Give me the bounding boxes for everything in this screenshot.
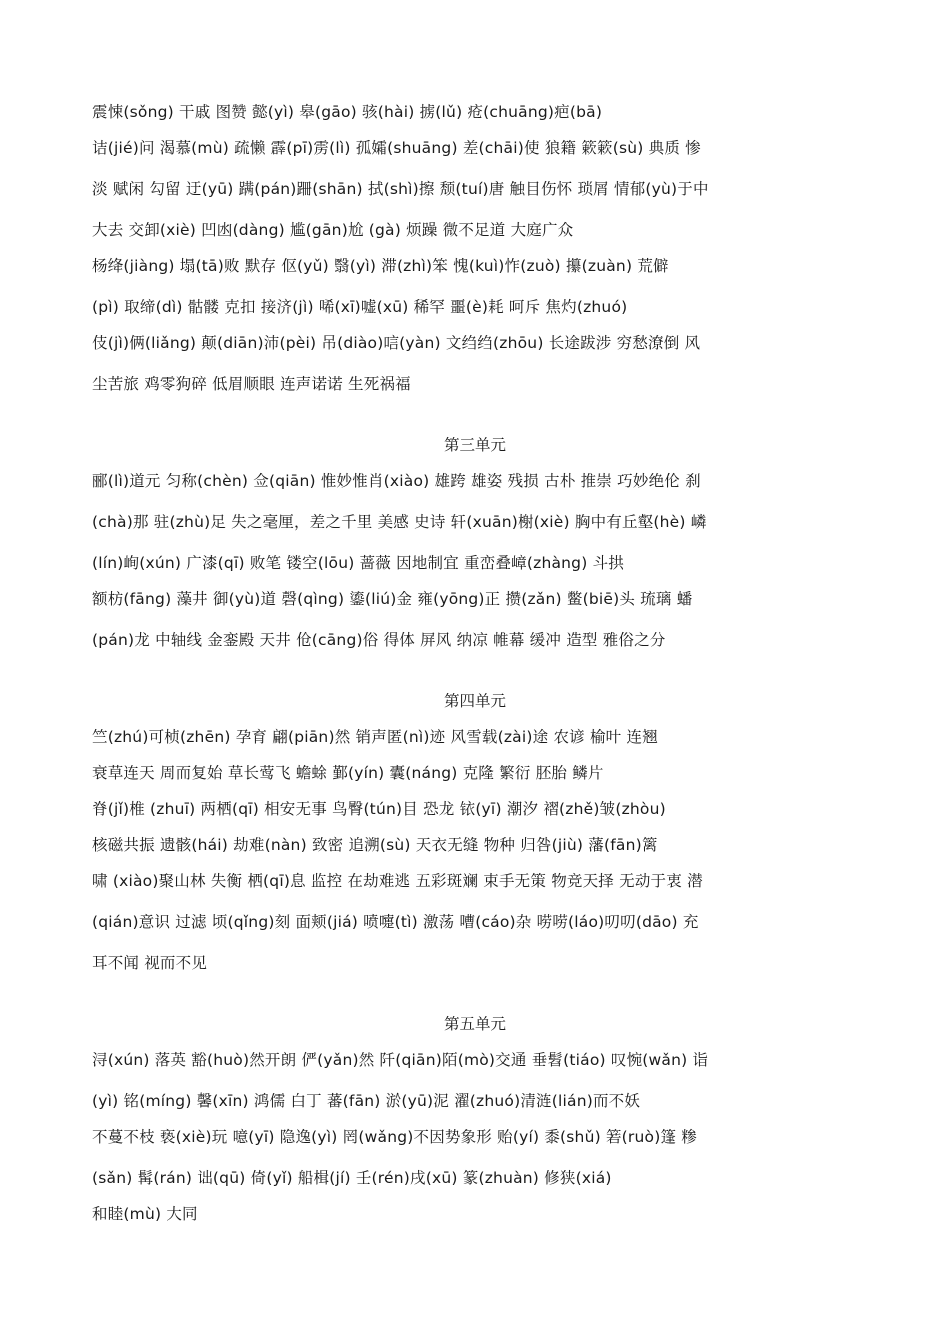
unit4-line: 啸 (xiào)聚山林 失衡 栖(qī)息 监控 在劫难逃 五彩斑斓 束手无策 物竞天择 无动于衷 潜 <box>92 872 703 890</box>
unit3-line: 郦(lì)道元 匀称(chèn) 佥(qiān) 惟妙惟肖(xiào) 雄跨 雄姿 残损 古朴 推崇 巧妙绝伦 刹 <box>92 472 701 490</box>
unit4-line: 脊(jǐ)椎 (zhuī) 两栖(qī) 相安无事 鸟臀(tún)目 恐龙 铱(yī) 潮汐 褶(zhě)皱(zhòu) <box>92 800 666 818</box>
unit3-line: (chà)那 驻(zhù)足 失之毫厘，差之千里 美感 史诗 轩(xuān)榭(xiè) 胸中有丘壑(hè) 嶙 <box>92 513 707 531</box>
unit4-line: 耳不闻 视而不见 <box>92 954 208 972</box>
unit4-line: 核磁共振 遗骸(hái) 劫难(nàn) 致密 追溯(sù) 天衣无缝 物种 归咎(jiù) 藩(fān)篱 <box>92 836 658 854</box>
unit2-line: 伎(jì)俩(liǎng) 颠(diān)沛(pèi) 吊(diào)唁(yàn) 文绉绉(zhōu) 长途跋涉 穷愁潦倒 风 <box>92 334 701 352</box>
unit2-line: 震悚(sǒng) 干戚 图赞 懿(yì) 皋(gāo) 骇(hài) 掳(lǔ) 疮(chuāng)疤(bā) <box>92 103 603 121</box>
unit5-line: (yì) 铭(míng) 馨(xīn) 鸿儒 白丁 蕃(fān) 淤(yū)泥 濯(zhuó)清涟(lián)而不妖 <box>92 1092 641 1110</box>
unit5-line: (sǎn) 髯(rán) 诎(qū) 倚(yǐ) 船楫(jí) 壬(rén)戌(xū) 篆(zhuàn) 修狭(xiá) <box>92 1169 612 1187</box>
unit2-line: 杨绛(jiàng) 塌(tā)败 默存 伛(yǔ) 翳(yì) 滞(zhì)笨 愧(kuì)怍(zuò) 攥(zuàn) 荒僻 <box>92 257 669 275</box>
unit5-line: 和睦(mù) 大同 <box>92 1205 198 1223</box>
unit4-heading: 第四单元 <box>443 692 506 710</box>
unit4-line: (qián)意识 过滤 顷(qǐng)刻 面颊(jiá) 喷嚏(tì) 激荡 嘈(cáo)杂 唠唠(láo)叨叨(dāo) 充 <box>92 913 699 931</box>
unit5-line: 不蔓不枝 亵(xiè)玩 噫(yī) 隐逸(yì) 罔(wǎng)不因势象形 贻(yí) 黍(shǔ) 箬(ruò)篷 糁 <box>92 1128 697 1146</box>
unit5-heading: 第五单元 <box>443 1015 506 1033</box>
unit2-line: 诘(jié)问 渴慕(mù) 疏懒 霹(pī)雳(lì) 孤孀(shuāng) 差(chāi)使 狼籍 簌簌(sù) 典质 惨 <box>92 139 701 157</box>
unit2-line: 尘苦旅 鸡零狗碎 低眉顺眼 连声诺诺 生死祸福 <box>92 375 411 393</box>
unit2-line: (pì) 取缔(dì) 骷髅 克扣 接济(jì) 唏(xī)嘘(xū) 稀罕 噩(è)耗 呵斥 焦灼(zhuó) <box>92 298 628 316</box>
unit4-line: 竺(zhú)可桢(zhēn) 孕育 翩(piān)然 销声匿(nì)迹 风雪载(zài)途 农谚 榆叶 连翘 <box>92 728 658 746</box>
unit3-line: (pán)龙 中轴线 金銮殿 天井 伧(cāng)俗 得体 屏风 纳凉 帷幕 缓冲 造型 雅俗之分 <box>92 631 666 649</box>
unit3-line: 额枋(fāng) 藻井 御(yù)道 磬(qìng) 鎏(liú)金 雍(yōng)正 攒(zǎn) 鳖(biē)头 琉璃 蟠 <box>92 590 693 608</box>
unit2-line: 大去 交卸(xiè) 凹凼(dàng) 尴(gān)尬 (gà) 烦躁 微不足道 大庭广众 <box>92 221 574 239</box>
unit3-heading: 第三单元 <box>443 436 506 454</box>
unit2-line: 淡 赋闲 勾留 迂(yū) 蹒(pán)跚(shān) 拭(shì)擦 颓(tuí)唐 触目伤怀 琐屑 情郁(yù)于中 <box>92 180 709 198</box>
unit3-line: (lín)峋(xún) 广漆(qī) 败笔 镂空(lōu) 蔷薇 因地制宜 重峦叠嶂(zhàng) 斗拱 <box>92 554 624 572</box>
unit5-line: 浔(xún) 落英 豁(huò)然开朗 俨(yǎn)然 阡(qiān)陌(mò)交通 垂髫(tiáo) 叹惋(wǎn) 诣 <box>92 1051 709 1069</box>
unit4-line: 衰草连天 周而复始 草长莺飞 蟾蜍 鄞(yín) 囊(náng) 克隆 繁衍 胚胎 鳞片 <box>92 764 604 782</box>
